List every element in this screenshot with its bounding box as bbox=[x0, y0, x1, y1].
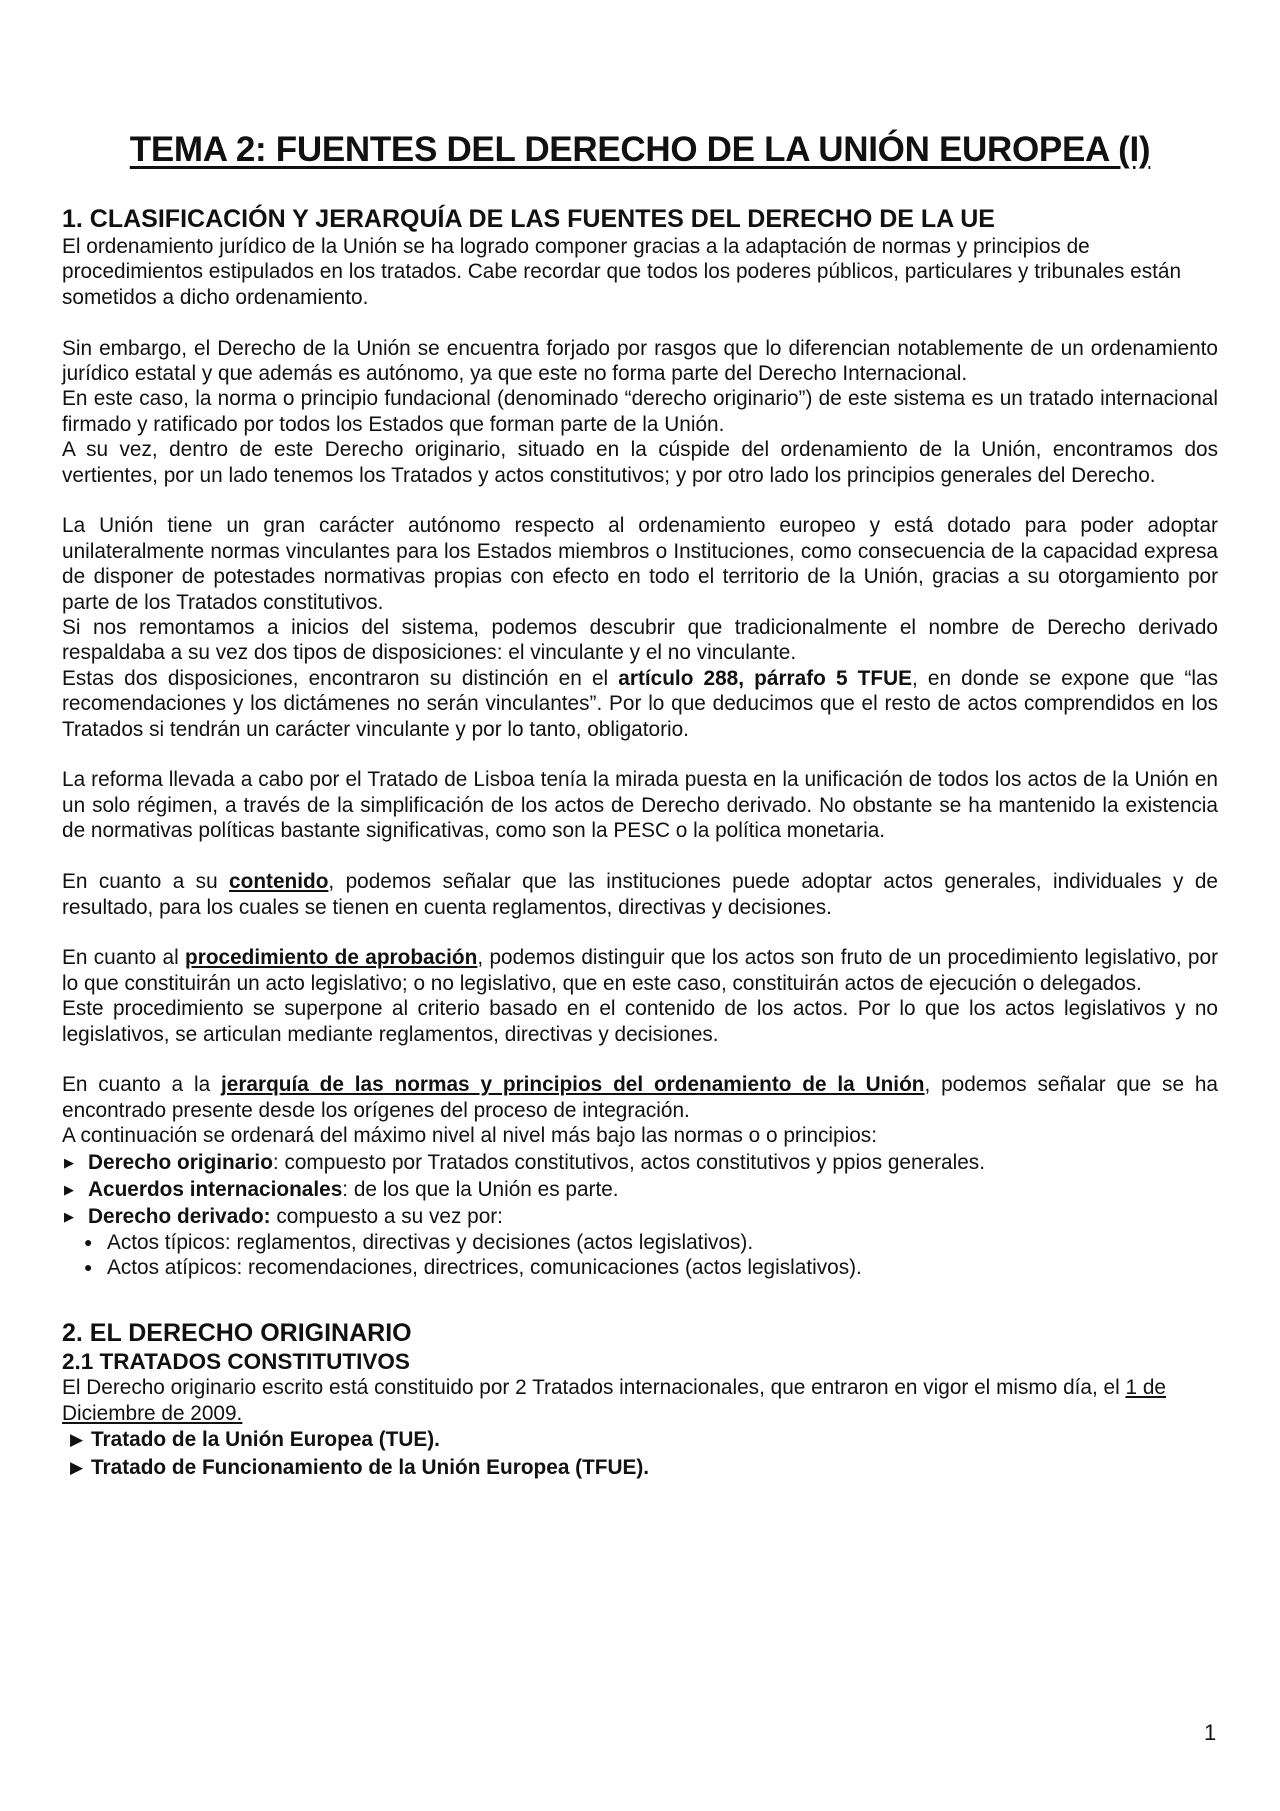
paragraph: El Derecho originario escrito está constituido por 2 Tratados internacionales, que entraron en vigor el mismo día, el 1 de Diciembre de 2009. bbox=[62, 1376, 1166, 1425]
keyword-contenido: contenido bbox=[229, 870, 329, 894]
paragraph: A su vez, dentro de este Derecho originario, situado en la cúspide del ordenamiento de la Unión, encontramos dos vertientes, por un lado tenemos los Tratados y actos constitutivos; y por otro lado los principios generales del Derecho. bbox=[62, 438, 1218, 487]
paragraph: Este procedimiento se superpone al criterio basado en el contenido de los actos. Por lo que los actos legislativos y no legislativos, se articulan mediante reglamentos, directivas y decisiones. bbox=[62, 997, 1218, 1046]
list-item: ▶ Derecho originario: compuesto por Tratados constitutivos, actos constitutivos y ppios generales. bbox=[64, 1150, 985, 1174]
document-body bbox=[62, 204, 1218, 1482]
keyword-jerarquia: jerarquía de las normas y principios del ordenamiento de la Unión bbox=[220, 1073, 925, 1097]
dot-bullet-icon: ● bbox=[84, 1258, 93, 1275]
list-item: ▶ Acuerdos internacionales: de los que la Unión es parte. bbox=[64, 1177, 619, 1201]
list-item: ▶ Derecho derivado: compuesto a su vez por: bbox=[64, 1204, 503, 1228]
paragraph: En cuanto a la jerarquía de las normas y principios del ordenamiento de la Unión, podemos señalar que se ha encontrado presente desde los orígenes del proceso de integración. bbox=[62, 1073, 1218, 1122]
article-reference: artículo 288, párrafo 5 TFUE bbox=[618, 666, 912, 690]
triangle-bullet-icon: ▶ bbox=[64, 1154, 74, 1170]
list-item: ▶ Tratado de Funcionamiento de la Unión Europea (TFUE). bbox=[62, 1454, 1218, 1482]
list-item: ● Actos atípicos: recomendaciones, directrices, comunicaciones (actos legislativos). bbox=[84, 1255, 862, 1279]
paragraph: En este caso, la norma o principio fundacional (denominado “derecho originario”) de este sistema es un tratado internacional firmado y ratificado por todos los Estados que forman parte de la Unión. bbox=[62, 387, 1218, 436]
sub-list bbox=[62, 1230, 1218, 1281]
dot-bullet-icon: ● bbox=[84, 1233, 93, 1250]
paragraph: La Unión tiene un gran carácter autónomo respecto al ordenamiento europeo y está dotado para poder adoptar unilateralmente normas vinculantes para los Estados miembros o Instituciones, como consecuencia de la capacidad expresa de disponer de potestades normativas propias con efecto en todo el territorio de la Unión, gracias a su otorgamiento por parte de los Tratados constitutivos. bbox=[62, 514, 1218, 614]
paragraph: El ordenamiento jurídico de la Unión se ha logrado componer gracias a la adaptación de normas y principios de procedimientos estipulados en los tratados. Cabe recordar que todos los poderes públicos, particulares y tribunales están sometidos a dicho ordenamiento. bbox=[62, 235, 1182, 309]
triangle-bullet-icon: ▶ bbox=[64, 1181, 74, 1197]
date: 1 de Diciembre de 2009. bbox=[62, 1376, 1166, 1425]
hierarchy-list bbox=[62, 1149, 1218, 1230]
triangle-bullet-icon: ▶ bbox=[70, 1458, 84, 1478]
triangle-bullet-icon: ▶ bbox=[70, 1430, 84, 1450]
document-title: TEMA 2: FUENTES DEL DERECHO DE LA UNIÓN EUROPEA (I) bbox=[129, 130, 1151, 169]
paragraph: Si nos remontamos a inicios del sistema, podemos descubrir que tradicionalmente el nombre de Derecho derivado respaldaba a su vez dos tipos de disposiciones: el vinculante y el no vinculante. bbox=[62, 616, 1218, 665]
list-item: ● Actos típicos: reglamentos, directivas y decisiones (actos legislativos). bbox=[84, 1230, 754, 1254]
triangle-bullet-icon: ▶ bbox=[64, 1208, 74, 1224]
keyword-procedimiento: procedimiento de aprobación bbox=[185, 946, 478, 970]
section-2-1-heading: 2.1 TRATADOS CONSTITUTIVOS bbox=[62, 1349, 410, 1375]
page-number: 1 bbox=[1204, 1720, 1217, 1745]
section-1-heading: 1. CLASIFICACIÓN Y JERARQUÍA DE LAS FUENTES DEL DERECHO DE LA UE bbox=[62, 205, 995, 233]
paragraph: En cuanto al procedimiento de aprobación, podemos distinguir que los actos son fruto de un procedimiento legislativo, por lo que constituirán un acto legislativo; o no legislativo, que en este caso, constituirán actos de ejecución o delegados. bbox=[62, 946, 1218, 995]
paragraph: En cuanto a su contenido, podemos señalar que las instituciones puede adoptar actos generales, individuales y de resultado, para los cuales se tienen en cuenta reglamentos, directivas y decisiones. bbox=[62, 870, 1218, 919]
paragraph: A continuación se ordenará del máximo nivel al nivel más bajo las normas o o principios: bbox=[62, 1124, 877, 1148]
section-2-heading: 2. EL DERECHO ORIGINARIO bbox=[62, 1319, 412, 1348]
paragraph: Sin embargo, el Derecho de la Unión se encuentra forjado por rasgos que lo diferencian notablemente de un ordenamiento jurídico estatal y que además es autónomo, ya que este no forma parte del Derecho Internacional. bbox=[62, 336, 1218, 386]
paragraph: Estas dos disposiciones, encontraron su distinción en el artículo 288, párrafo 5 TFUE, en donde se expone que “las recomendaciones y los dictámenes no serán vinculantes”. Por lo que deducimos que el resto de actos comprendidos en los Tratados si tendrán un carácter vinculante y por lo tanto, obligatorio. bbox=[62, 666, 1218, 741]
treaty-list bbox=[62, 1426, 1218, 1482]
paragraph: La reforma llevada a cabo por el Tratado de Lisboa tenía la mirada puesta en la unificación de todos los actos de la Unión en un solo régimen, a través de la simplificación de los actos de Derecho derivado. No obstante se ha mantenido la existencia de normativas políticas bastante significativas, como son la PESC o la política monetaria. bbox=[62, 768, 1218, 843]
list-item: ▶ Tratado de la Unión Europea (TUE). bbox=[62, 1426, 1218, 1454]
